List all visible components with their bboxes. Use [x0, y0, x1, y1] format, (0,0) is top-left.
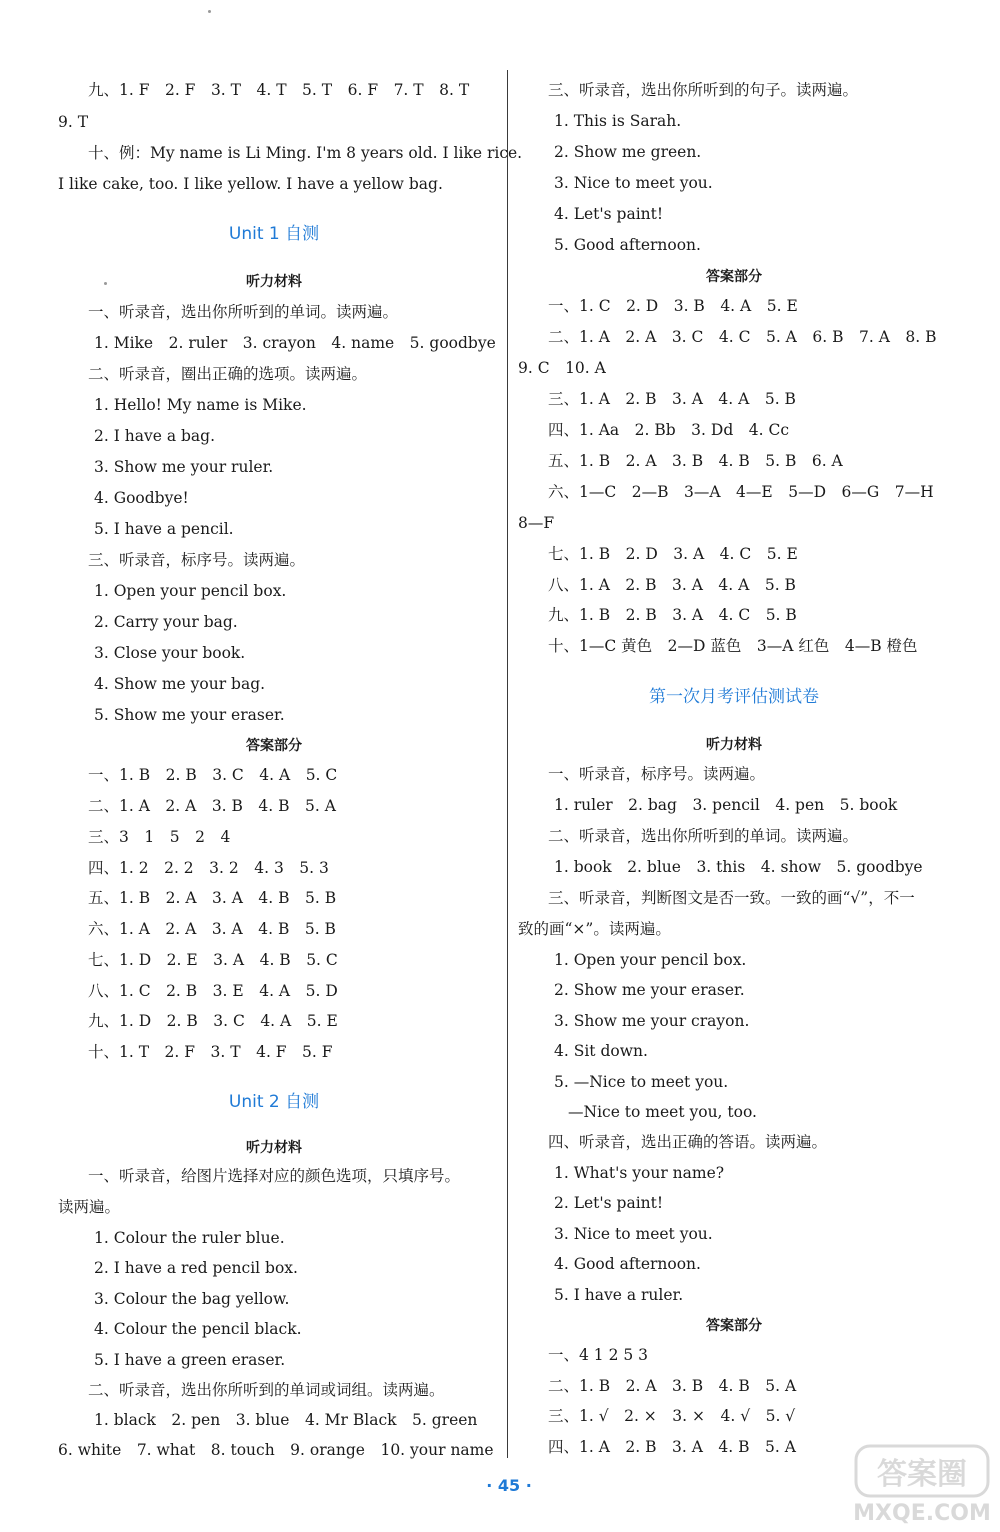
answers-title: 答案部分: [246, 738, 302, 754]
answer-line: 九、1. D 2. B 3. C 4. A 5. E: [88, 1012, 338, 1030]
question-line: 1. book 2. blue 3. this 4. show 5. goodbye: [554, 858, 923, 876]
question-line: 4. Sit down.: [554, 1042, 648, 1060]
section-title-unit2: Unit 2 自测: [228, 1092, 320, 1112]
question-line: 1. Open your pencil box.: [94, 582, 287, 600]
answer-line: 一、1. B 2. B 3. C 4. A 5. C: [88, 766, 338, 784]
question-line: 3. Show me your crayon.: [554, 1012, 750, 1030]
question-line: 一、听录音，给图片选择对应的颜色选项，只填序号。: [88, 1167, 461, 1185]
answer-line: 二、1. B 2. A 3. B 4. B 5. A: [548, 1377, 797, 1395]
question-line: 4. Show me your bag.: [94, 675, 266, 693]
question-line: 5. —Nice to meet you.: [554, 1073, 729, 1091]
answer-line: 二、1. A 2. A 3. C 4. C 5. A 6. B 7. A 8. B: [548, 328, 937, 346]
answer-line: 十、例：My name is Li Ming. I'm 8 years old. I like rice.: [88, 144, 523, 162]
question-line: 5. Good afternoon.: [554, 236, 701, 254]
question-line: 5. I have a green eraser.: [94, 1351, 286, 1369]
question-line: 1. Mike 2. ruler 3. crayon 4. name 5. goodbye: [94, 334, 496, 352]
question-line: 读两遍。: [58, 1198, 121, 1216]
svg-text:答案圈: 答案圈: [877, 1457, 967, 1492]
question-line: 二、听录音，选出你所听到的单词或词组。读两遍。: [88, 1381, 445, 1399]
answer-line: 九、1. F 2. F 3. T 4. T 5. T 6. F 7. T 8. T: [88, 81, 470, 99]
question-line: 3. Nice to meet you.: [554, 174, 713, 192]
answer-line: 9. T: [58, 113, 89, 131]
question-line: 4. Colour the pencil black.: [94, 1320, 302, 1338]
question-line: 2. Carry your bag.: [94, 613, 238, 631]
question-line: 2. I have a bag.: [94, 427, 216, 445]
answer-line: 二、1. A 2. A 3. B 4. B 5. A: [88, 797, 336, 815]
question-line: 致的画“×”。读两遍。: [518, 920, 671, 938]
answer-line: 七、1. B 2. D 3. A 4. C 5. E: [548, 545, 798, 563]
answer-line: 四、1. A 2. B 3. A 4. B 5. A: [548, 1438, 796, 1456]
listening-title: 听力材料: [246, 274, 302, 290]
answer-line: 五、1. B 2. A 3. A 4. B 5. B: [88, 889, 337, 907]
question-line: 3. Close your book.: [94, 644, 246, 662]
answer-line: 九、1. B 2. B 3. A 4. C 5. B: [548, 606, 797, 624]
section-title-monthly-test: 第一次月考评估测试卷: [649, 687, 819, 707]
question-line: 三、听录音，判断图文是否一致。一致的画“√”，不一: [548, 889, 915, 907]
question-line: 2. Let's paint!: [554, 1194, 664, 1212]
svg-text:MXQE.COM: MXQE.COM: [853, 1501, 991, 1526]
answer-line: 三、1. √ 2. × 3. × 4. √ 5. √: [548, 1407, 796, 1425]
question-line: 1. ruler 2. bag 3. pencil 4. pen 5. book: [554, 796, 898, 814]
question-line: 二、听录音，选出你所听到的单词。读两遍。: [548, 827, 859, 845]
answer-line: 六、1. A 2. A 3. A 4. B 5. B: [88, 920, 336, 938]
page-number: · 45 ·: [486, 1476, 532, 1495]
question-line: 1. Open your pencil box.: [554, 951, 747, 969]
question-line: 5. Show me your eraser.: [94, 706, 285, 724]
answer-line: I like cake, too. I like yellow. I have a yellow bag.: [58, 175, 443, 193]
question-line: 1. black 2. pen 3. blue 4. Mr Black 5. green: [94, 1411, 478, 1429]
answer-line: 一、4 1 2 5 3: [548, 1346, 649, 1364]
answers-title: 答案部分: [706, 269, 762, 285]
question-line: 3. Nice to meet you.: [554, 1225, 713, 1243]
page-number-value: 45: [497, 1476, 521, 1495]
answer-line: 五、1. B 2. A 3. B 4. B 5. B 6. A: [548, 452, 843, 470]
answer-line: 八、1. C 2. B 3. E 4. A 5. D: [88, 982, 338, 1000]
question-line: 5. I have a pencil.: [94, 520, 234, 538]
question-line: 二、听录音，圈出正确的选项。读两遍。: [88, 365, 368, 383]
question-line: 3. Colour the bag yellow.: [94, 1290, 290, 1308]
answer-line: 三、1. A 2. B 3. A 4. A 5. B: [548, 390, 796, 408]
question-line: 三、听录音，选出你所听到的句子。读两遍。: [548, 81, 859, 99]
question-line: 一、听录音，选出你所听到的单词。读两遍。: [88, 303, 399, 321]
question-line: 一、听录音，标序号。读两遍。: [548, 765, 766, 783]
answer-line: 四、1. 2 2. 2 3. 2 4. 3 5. 3: [88, 859, 329, 877]
question-line: 5. I have a ruler.: [554, 1286, 684, 1304]
question-line: 1. This is Sarah.: [554, 112, 682, 130]
question-line: 6. white 7. what 8. touch 9. orange 10. your name: [58, 1441, 494, 1459]
question-line: 2. Show me your eraser.: [554, 981, 745, 999]
question-line: 三、听录音，标序号。读两遍。: [88, 551, 306, 569]
question-line: 4. Let's paint!: [554, 205, 664, 223]
question-line: 4. Good afternoon.: [554, 1255, 701, 1273]
question-line: 1. Colour the ruler blue.: [94, 1229, 285, 1247]
listening-title: 听力材料: [706, 737, 762, 753]
answers-title: 答案部分: [706, 1318, 762, 1334]
scan-dot: [208, 10, 211, 13]
question-line: 1. What's your name?: [554, 1164, 725, 1182]
answer-line: 六、1—C 2—B 3—A 4—E 5—D 6—G 7—H: [548, 483, 934, 501]
question-line: 4. Goodbye!: [94, 489, 189, 507]
question-line: 1. Hello! My name is Mike.: [94, 396, 307, 414]
listening-title: 听力材料: [246, 1140, 302, 1156]
answer-line: 四、1. Aa 2. Bb 3. Dd 4. Cc: [548, 421, 789, 439]
question-line: —Nice to meet you, too.: [568, 1103, 757, 1121]
answer-line: 八、1. A 2. B 3. A 4. A 5. B: [548, 576, 796, 594]
answer-line: 一、1. C 2. D 3. B 4. A 5. E: [548, 297, 798, 315]
question-line: 2. I have a red pencil box.: [94, 1259, 298, 1277]
question-line: 3. Show me your ruler.: [94, 458, 274, 476]
answer-line: 9. C 10. A: [518, 359, 606, 377]
question-line: 四、听录音，选出正确的答语。读两遍。: [548, 1133, 828, 1151]
column-divider: [507, 70, 508, 1458]
answer-line: 十、1. T 2. F 3. T 4. F 5. F: [88, 1043, 333, 1061]
section-title-unit1: Unit 1 自测: [228, 224, 320, 244]
question-line: 2. Show me green.: [554, 143, 702, 161]
watermark-logo: [852, 1440, 992, 1526]
answer-line: 十、1—C 黄色 2—D 蓝色 3—A 红色 4—B 橙色: [548, 637, 918, 655]
answer-line: 三、3 1 5 2 4: [88, 828, 231, 846]
answer-line: 七、1. D 2. E 3. A 4. B 5. C: [88, 951, 338, 969]
answer-line: 8—F: [518, 514, 555, 532]
